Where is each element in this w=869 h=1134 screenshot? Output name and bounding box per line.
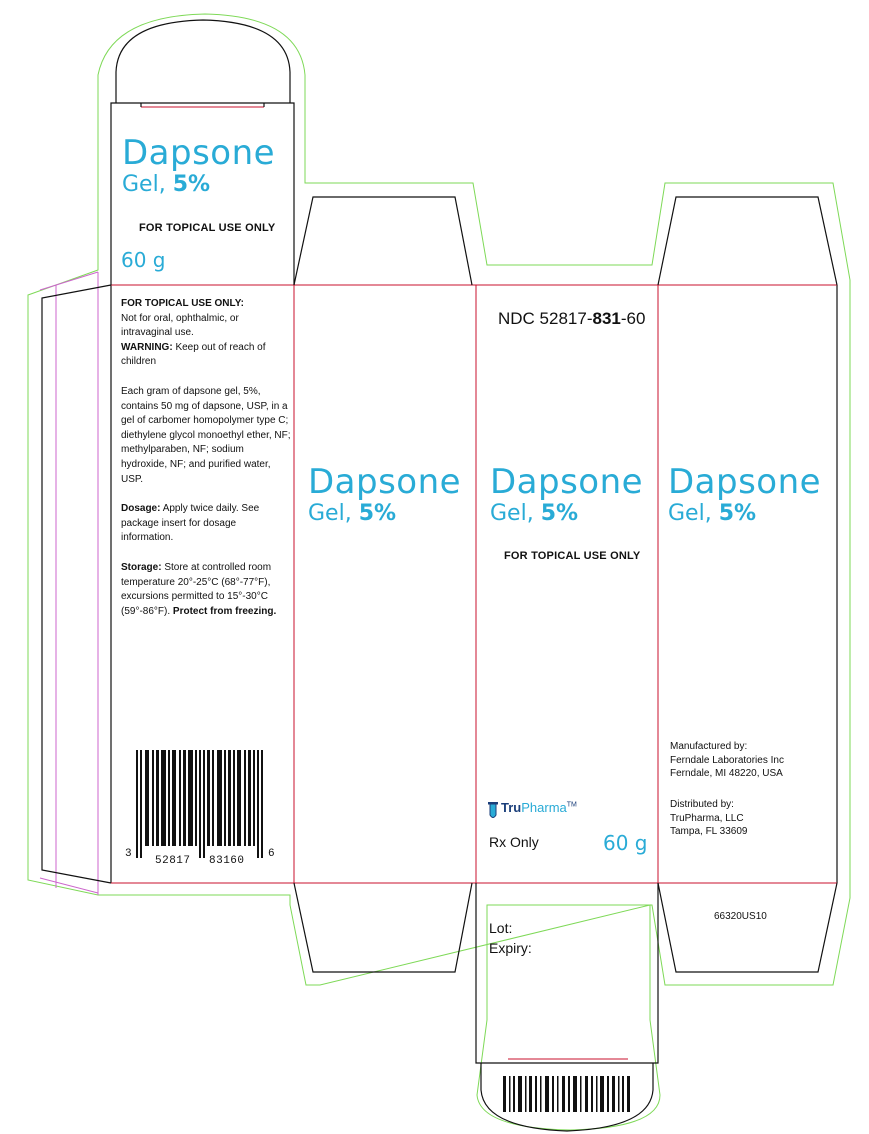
strength-label: 5% — [540, 501, 579, 526]
panel4-product-strength — [668, 503, 756, 525]
front-product-strength — [490, 503, 578, 525]
strength-label: 5% — [718, 501, 757, 526]
storage-label: Storage: — [121, 561, 162, 573]
ndc-number — [498, 309, 645, 329]
storage-text: Store at controlled room temperature 20°-25°C (68°-77°F), excursions permitted to 15°-30°C (59°-86°F). — [121, 561, 272, 617]
distributor-label: Distributed by: — [670, 799, 734, 810]
ndc-product-code: 831 — [592, 309, 621, 328]
panel2-product-strength — [308, 503, 396, 525]
front-product-name: Dapsone — [490, 462, 644, 502]
logo-pharma: Pharma — [521, 800, 567, 815]
not-for-use-text: Not for oral, ophthalmic, or intravaginal use. — [121, 312, 239, 339]
warning-label: WARNING: — [121, 341, 173, 353]
ndc-suffix: -60 — [620, 309, 646, 328]
storage-bold: Protect from freezing. — [172, 605, 277, 617]
manufacturer-block — [670, 740, 835, 781]
tuck-barcode — [503, 1076, 630, 1112]
strength-label: 5% — [172, 172, 211, 197]
warning-text: Keep out of reach of children — [121, 341, 266, 368]
top-product-name: Dapsone — [122, 133, 276, 173]
dosage-text: Apply twice daily. See package insert for dosage information. — [121, 503, 260, 544]
upc-barcode — [136, 750, 263, 858]
strength-label: 5% — [358, 501, 397, 526]
expiry-label: Expiry: — [489, 940, 532, 956]
logo-trademark: TM — [566, 801, 577, 809]
glue-flap-cut — [42, 285, 111, 883]
glue-line — [40, 878, 98, 893]
barcode-digit-4: 6 — [268, 848, 276, 860]
form-label: Gel, — [490, 501, 534, 526]
manufacturer-label: Manufactured by: — [670, 741, 748, 752]
distributor-block — [670, 798, 835, 839]
form-label: Gel, — [668, 501, 712, 526]
barcode-digit-3: 83160 — [209, 855, 245, 867]
front-topical-notice: FOR TOPICAL USE ONLY — [504, 550, 641, 562]
ndc-prefix: NDC 52817- — [498, 309, 593, 328]
logo-tru: Tru — [501, 800, 522, 815]
front-net-quantity: 60 g — [603, 831, 648, 855]
barcode-digit-1: 3 — [125, 848, 133, 860]
manufacturer-line1: Ferndale Laboratories Inc — [670, 754, 784, 766]
dosage-label: Dosage: — [121, 503, 161, 515]
lot-label: Lot: — [489, 920, 513, 936]
barcode-digit-2: 52817 — [155, 855, 191, 867]
form-label: Gel, — [308, 501, 352, 526]
topical-heading: FOR TOPICAL USE ONLY: — [121, 298, 244, 309]
dust-flap-top — [658, 197, 837, 285]
panel4-product-name: Dapsone — [668, 462, 822, 502]
test-tube-logo-icon — [488, 802, 498, 818]
panel2-product-name: Dapsone — [308, 462, 462, 502]
manufacturer-line2: Ferndale, MI 48220, USA — [670, 768, 783, 779]
dust-flap-bottom — [658, 883, 837, 972]
composition-text: Each gram of dapsone gel, 5%, contains 50 mg of dapsone, USP, in a gel of carbomer homopolymer type C; diethylene glycol monoethyl ether, NF; methylparaben, NF; sodium hydroxide, NF; and purified water, USP. — [121, 385, 291, 485]
rx-only: Rx Only — [489, 834, 539, 850]
trupharma-logo — [501, 800, 577, 815]
side-panel-text — [121, 297, 291, 634]
distributor-line1: TruPharma, LLC — [670, 812, 744, 824]
top-topical-notice: FOR TOPICAL USE ONLY — [139, 222, 276, 234]
lot-expiry-block — [489, 918, 532, 958]
dust-flap-top — [294, 197, 472, 285]
distributor-line2: Tampa, FL 33609 — [670, 826, 748, 837]
glue-line — [40, 272, 98, 290]
tuck-flap — [116, 20, 290, 107]
top-product-strength — [122, 174, 210, 196]
dust-flap-bottom — [294, 883, 472, 972]
form-label: Gel, — [122, 172, 166, 197]
top-net-quantity: 60 g — [121, 248, 166, 272]
item-code: 66320US10 — [714, 911, 767, 922]
